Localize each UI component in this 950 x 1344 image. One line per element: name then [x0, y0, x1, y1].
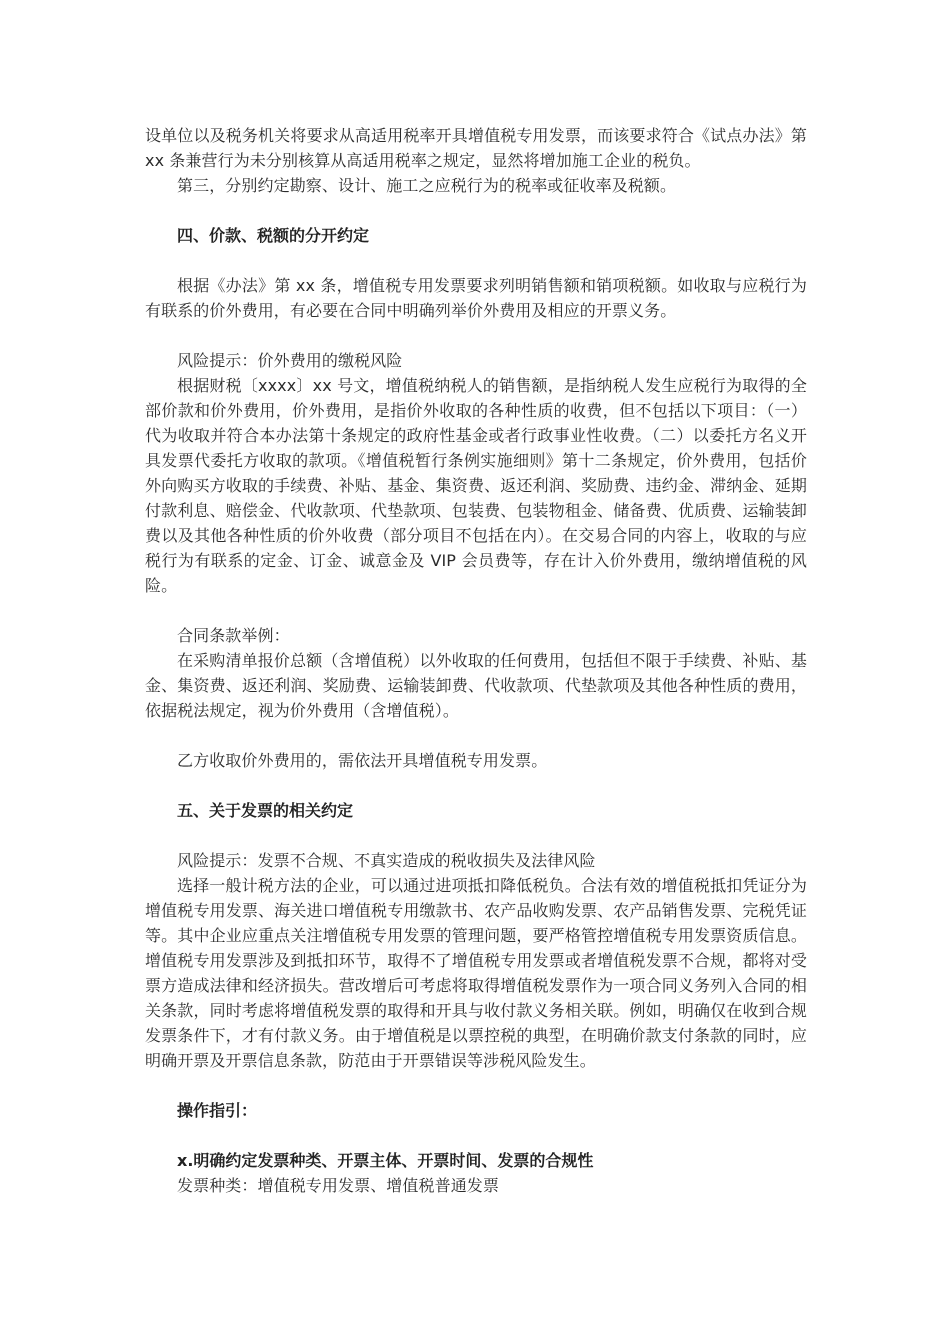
operation-guide-heading: 操作指引：: [177, 1101, 258, 1120]
invoice-types-line: 发票种类：增值税专用发票、增值税普通发票: [177, 1176, 500, 1195]
paragraph-price-tax-separation: 根据《办法》第 xx 条，增值税专用发票要求列明销售额和销项税额。如收取与应税行为有联系的价外费用，有必要在合同中明确列举价外费用及相应的开票义务。: [145, 276, 807, 320]
risk-tip-extra-fees: 风险提示：价外费用的缴税风险: [177, 351, 403, 370]
section-heading-4: 四、价款、税额的分开约定: [177, 226, 370, 245]
paragraph-invoice-obligation: 乙方收取价外费用的，需依法开具增值税专用发票。: [177, 751, 548, 770]
contract-clause-example-text: 在采购清单报价总额（含增值税）以外收取的任何费用，包括但不限于手续费、补贴、基金、集资费、返还利润、奖励费、运输装卸费、代收款项、代垫款项及其他各种性质的费用，依据税法规定，视为价外费用（含增值税）。: [145, 651, 807, 720]
document-body: [145, 123, 807, 1198]
paragraph-tax-rate-continuation: 设单位以及税务机关将要求从高适用税率开具增值税专用发票，而该要求符合《试点办法》第 xx 条兼营行为未分别核算从高适用税率之规定，显然将增加施工企业的税负。: [145, 126, 807, 170]
paragraph-extra-fees-explanation: 根据财税〔xxxx〕xx 号文，增值税纳税人的销售额，是指纳税人发生应税行为取得的全部价款和价外费用，价外费用，是指价外收取的各种性质的收费，但不包括以下项目：（一）代为收取并符合本办法第十条规定的政府性基金或者行政事业性收费。（二）以委托方名义开具发票代委托方收取的款项。《增值税暂行条例实施细则》第十二条规定，价外费用，包括价外向购买方收取的手续费、补贴、基金、集资费、返还利润、奖励费、违约金、滞纳金、延期付款利息、赔偿金、代收款项、代垫款项、包装费、包装物租金、储备费、优质费、运输装卸费以及其他各种性质的价外收费（部分项目不包括在内）。在交易合同的内容上，收取的与应税行为有联系的定金、订金、诚意金及 VIP 会员费等，存在计入价外费用，缴纳增值税的风险。: [145, 376, 807, 595]
invoice-terms-heading: x.明确约定发票种类、开票主体、开票时间、发票的合规性: [177, 1151, 594, 1170]
paragraph-invoice-management: 选择一般计税方法的企业，可以通过进项抵扣降低税负。合法有效的增值税抵扣凭证分为增值税专用发票、海关进口增值税专用缴款书、农产品收购发票、农产品销售发票、完税凭证等。其中企业应重点关注增值税专用发票的管理问题，要严格管控增值税专用发票资质信息。增值税专用发票涉及到抵扣环节，取得不了增值税专用发票或者增值税发票不合规，都将对受票方造成法律和经济损失。营改增后可考虑将取得增值税发票作为一项合同义务列入合同的相关条款，同时考虑将增值税发票的取得和开具与收付款义务相关联。例如，明确仅在收到合规发票条件下，才有付款义务。由于增值税是以票控税的典型，在明确价款支付条款的同时，应明确开票及开票信息条款，防范由于开票错误等涉税风险发生。: [145, 876, 807, 1070]
section-heading-5: 五、关于发票的相关约定: [177, 801, 354, 820]
risk-tip-invoice-compliance: 风险提示：发票不合规、不真实造成的税收损失及法律风险: [177, 851, 596, 870]
contract-clause-example-label: 合同条款举例：: [177, 626, 290, 645]
paragraph-third-point: 第三，分别约定勘察、设计、施工之应税行为的税率或征收率及税额。: [177, 176, 677, 195]
